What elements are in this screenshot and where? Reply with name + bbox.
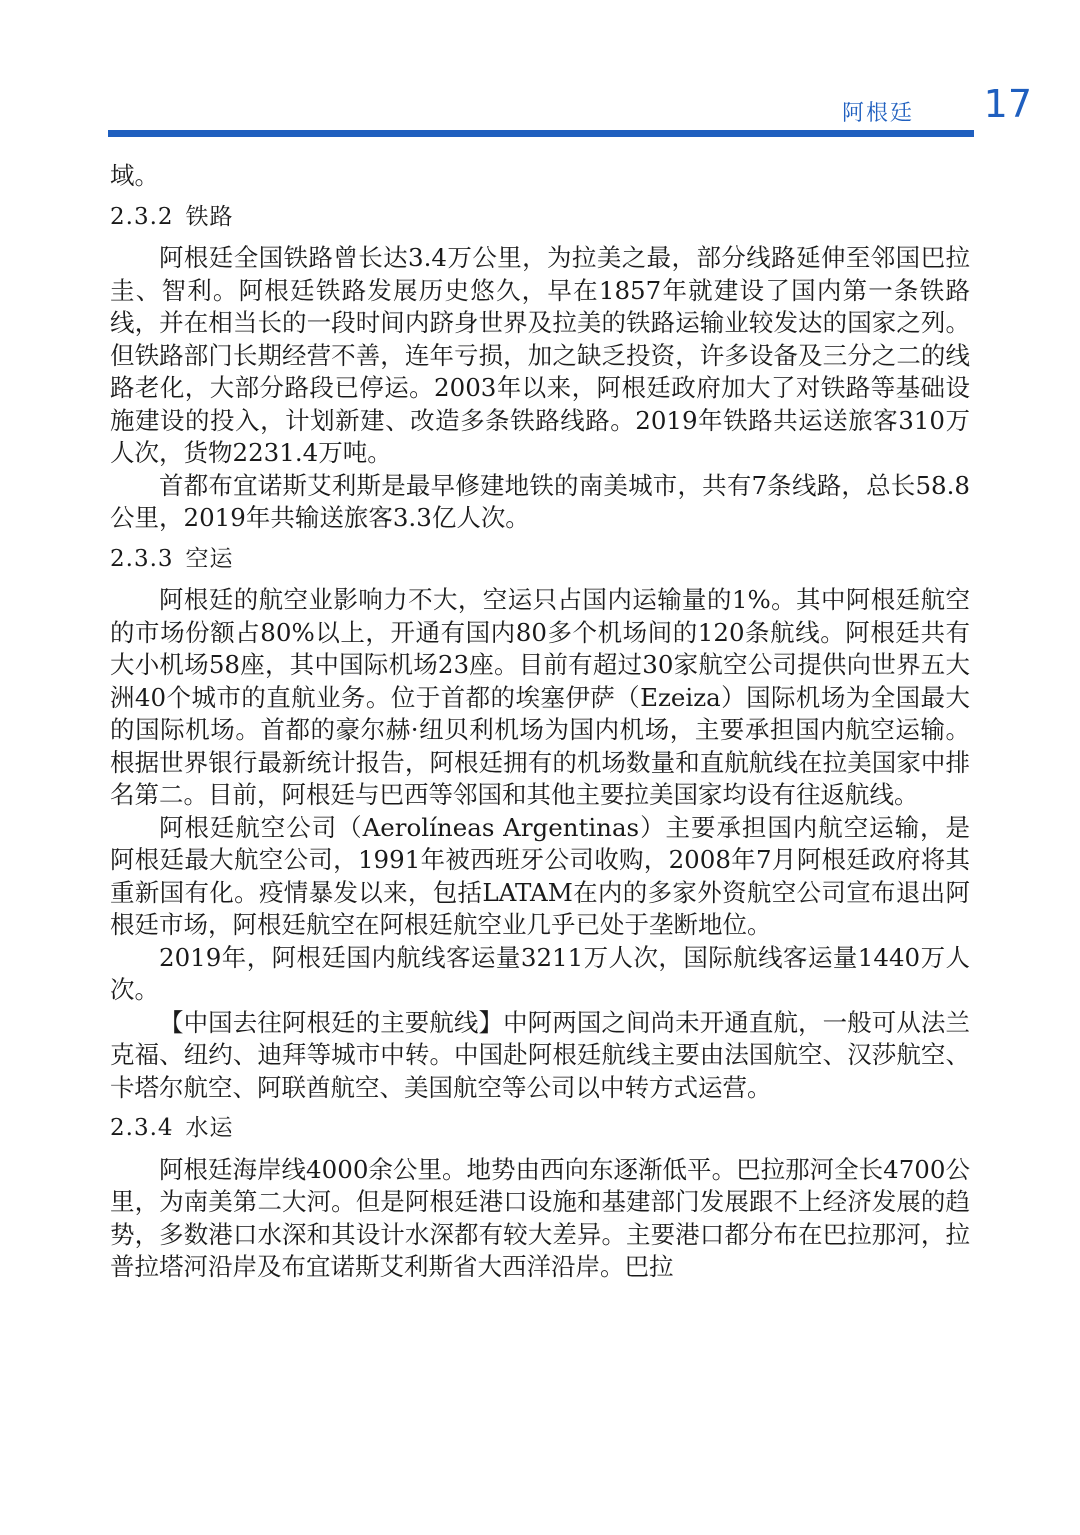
continuation-text: 域。 xyxy=(110,161,159,190)
section-heading-air xyxy=(110,543,970,576)
paragraph: 阿根廷的航空业影响力不大，空运只占国内运输量的1%。其中阿根廷航空的市场份额占80%以上，开通有国内80多个机场间的120条航线。阿根廷共有大小机场58座，其中国际机场23座。目前有超过30家航空公司提供向世界五大洲40个城市的直航业务。位于首都的埃塞伊萨（Ezeiza）国际机场为全国最大的国际机场。首都的豪尔赫·纽贝利机场为国内机场，主要承担国内航空运输。根据世界银行最新统计报告，阿根廷拥有的机场数量和直航航线在拉美国家中排名第二。目前，阿根廷与巴西等邻国和其他主要拉美国家均设有往返航线。 xyxy=(110,585,970,809)
paragraph: 首都布宜诺斯艾利斯是最早修建地铁的南美城市，共有7条线路，总长58.8公里，2019年共输送旅客3.3亿人次。 xyxy=(110,470,970,532)
section-title: 铁路 xyxy=(185,203,234,230)
paragraph: 2019年，阿根廷国内航线客运量3211万人次，国际航线客运量1440万人次。 xyxy=(110,942,970,1004)
section-number: 2.3.4 xyxy=(110,1115,174,1141)
paragraph: 【中国去往阿根廷的主要航线】中阿两国之间尚未开通直航，一般可从法兰克福、纽约、迪拜等城市中转。中国赴阿根廷航线主要由法国航空、汉莎航空、卡塔尔航空、阿联酋航空、美国航空等公司以中转方式运营。 xyxy=(110,1007,970,1102)
header-rule xyxy=(108,130,974,137)
section-number: 2.3.3 xyxy=(110,545,174,572)
paragraph: 阿根廷海岸线4000余公里。地势由西向东逐渐低平。巴拉那河全长4700公里，为南美第二大河。但是阿根廷港口设施和基建部门发展跟不上经济发展的趋势，多数港口水深和其设计水深都有较大差异。主要港口都分布在巴拉那河，拉普拉塔河沿岸及布宜诺斯艾利斯省大西洋沿岸。巴拉 xyxy=(110,1154,970,1281)
running-chapter-title: 阿根廷 xyxy=(841,101,914,126)
section-title: 空运 xyxy=(185,545,234,572)
section-number: 2.3.2 xyxy=(110,203,174,230)
section-title: 水运 xyxy=(185,1115,234,1141)
page-body xyxy=(110,160,970,1284)
paragraph: 阿根廷航空公司（Aerolíneas Argentinas）主要承担国内航空运输，是阿根廷最大航空公司，1991年被西班牙公司收购，2008年7月阿根廷政府将其重新国有化。疫情暴发以来，包括LATAM在内的多家外资航空公司宣布退出阿根廷市场，阿根廷航空在阿根廷航空业几乎已处于垄断地位。 xyxy=(110,812,970,939)
section-heading-rail xyxy=(110,201,970,234)
section-heading-water xyxy=(110,1112,970,1145)
page-header xyxy=(108,82,1032,136)
paragraph: 阿根廷全国铁路曾长达3.4万公里，为拉美之最，部分线路延伸至邻国巴拉圭、智利。阿根廷铁路发展历史悠久，早在1857年就建设了国内第一条铁路线，并在相当长的一段时间内跻身世界及拉美的铁路运输业较发达的国家之列。但铁路部门长期经营不善，连年亏损，加之缺乏投资，许多设备及三分之二的线路老化，大部分路段已停运。2003年以来，阿根廷政府加大了对铁路等基础设施建设的投入，计划新建、改造多条铁路线路。2019年铁路共运送旅客310万人次，货物2231.4万吨。 xyxy=(110,243,970,467)
page-number: 17 xyxy=(983,82,1032,126)
